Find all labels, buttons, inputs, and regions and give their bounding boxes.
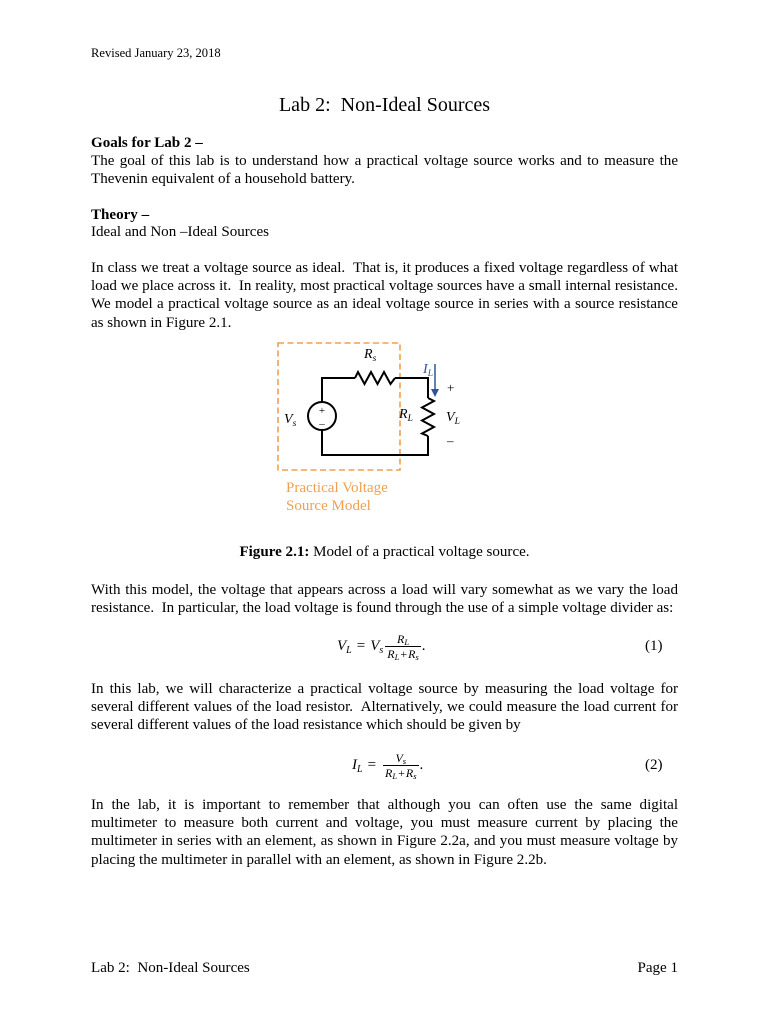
eq1-equals: = bbox=[356, 638, 366, 654]
figure-caption-text: Model of a practical voltage source. bbox=[313, 544, 530, 560]
load-resistor-subscript: L bbox=[407, 414, 413, 424]
footer-page-number: Page 1 bbox=[637, 960, 678, 976]
eq2-den-term1-symbol: R bbox=[385, 765, 393, 780]
load-resistor-symbol-text: R bbox=[399, 407, 408, 422]
load-current-arrowhead-icon bbox=[431, 389, 439, 397]
load-voltage-label bbox=[446, 410, 460, 427]
eq2-period: . bbox=[419, 757, 424, 773]
figure-caption-label: Figure 2.1: bbox=[239, 544, 310, 560]
eq2-lhs bbox=[352, 756, 363, 774]
eq2-den-term1-subscript: L bbox=[392, 770, 398, 781]
load-voltage-subscript: L bbox=[454, 417, 460, 427]
eq2-lhs-symbol: I bbox=[352, 757, 357, 773]
wire-load-return bbox=[322, 430, 428, 455]
eq1-num-symbol: R bbox=[397, 631, 405, 646]
source-voltage-symbol: V bbox=[284, 412, 293, 427]
source-voltage-label bbox=[284, 412, 297, 429]
model-label-line-1: Practical Voltage bbox=[286, 480, 388, 496]
load-current-symbol: I bbox=[423, 362, 428, 377]
eq1-lhs-symbol: V bbox=[337, 638, 347, 654]
eq1-den-term2-symbol: R bbox=[408, 646, 416, 661]
eq2-equals: = bbox=[367, 757, 377, 773]
eq2-lhs-subscript: L bbox=[357, 764, 363, 775]
eq1-den-plus: + bbox=[400, 646, 408, 661]
source-plus-sign: + bbox=[318, 405, 326, 417]
practical-source-model-label bbox=[286, 479, 416, 515]
footer-title: Lab 2: Non-Ideal Sources bbox=[91, 960, 250, 976]
source-resistor-subscript: s bbox=[372, 354, 377, 364]
eq1-den-term1-symbol: R bbox=[387, 646, 395, 661]
model-label-line-2: Source Model bbox=[286, 498, 371, 515]
page-title: Lab 2: Non-Ideal Sources bbox=[278, 94, 491, 116]
source-resistor-label bbox=[363, 347, 377, 364]
equation-1-number: (1) bbox=[645, 638, 663, 654]
measurement-paragraph: In this lab, we will characterize a practical voltage source by measuring the load voltage for several different values of the load resistor. Alternatively, we could measure the load current for several different values of the load resistance which should be given by bbox=[91, 681, 682, 734]
practical-voltage-source-circuit bbox=[260, 335, 490, 480]
eq1-den-term1-subscript: L bbox=[394, 651, 400, 662]
equation-2-number: (2) bbox=[645, 757, 663, 773]
goals-paragraph: The goal of this lab is to understand how a practical voltage source works and to measure the Thevenin equivalent of a household battery. bbox=[91, 153, 682, 188]
load-resistor-label bbox=[398, 407, 413, 424]
eq1-den-term2-subscript: s bbox=[415, 651, 419, 662]
eq1-denominator bbox=[385, 647, 421, 661]
source-resistor-symbol bbox=[355, 372, 395, 384]
theory-heading: Theory – bbox=[91, 207, 150, 223]
load-resistor-symbol bbox=[422, 398, 434, 436]
source-voltage-subscript: s bbox=[292, 419, 297, 429]
theory-paragraph: In class we treat a voltage source as ideal. That is, it produces a fixed voltage regardless of what load we place across it. In reality, most practical voltage sources have a small internal resistance. We model a practical voltage source as an ideal voltage source in series with a source resistance as shown in Figure 2.1. bbox=[91, 260, 686, 331]
goals-heading: Goals for Lab 2 – bbox=[91, 135, 203, 151]
eq1-fraction bbox=[385, 632, 421, 661]
load-current-subscript: L bbox=[427, 369, 433, 379]
figure-caption bbox=[91, 543, 678, 561]
eq1-num-subscript: L bbox=[404, 636, 410, 647]
load-voltage-plus: + bbox=[447, 380, 455, 395]
eq1-lhs-subscript: L bbox=[346, 645, 352, 656]
eq2-num-symbol: V bbox=[395, 750, 403, 765]
eq2-denominator bbox=[383, 766, 419, 780]
eq2-den-term2-symbol: R bbox=[405, 765, 414, 780]
eq2-den-term2-subscript: s bbox=[413, 770, 417, 781]
wire-source-to-rs bbox=[322, 378, 355, 402]
eq2-den-plus: + bbox=[398, 765, 405, 780]
theory-subheading: Ideal and Non –Ideal Sources bbox=[91, 224, 269, 240]
eq2-num-subscript: s bbox=[402, 755, 407, 766]
source-resistor-symbol-text: R bbox=[364, 347, 373, 362]
eq1-lhs bbox=[337, 637, 352, 655]
eq2-fraction bbox=[383, 751, 419, 780]
voltage-divider-paragraph: With this model, the voltage that appears across a load will vary somewhat as we vary the load resistance. In particular, the load voltage is found through the use of a simple voltage divider as: bbox=[91, 582, 682, 617]
load-current-label bbox=[422, 362, 433, 379]
multimeter-paragraph: In the lab, it is important to remember that although you can often use the same digital multimeter to measure both current and voltage, you must measure current by placing the multimeter in series with an element, as shown in Figure 2.2a, and you must measure voltage by placing the multimeter in parallel with an element, as shown in Figure 2.2b. bbox=[91, 797, 682, 868]
load-voltage-symbol: V bbox=[446, 410, 455, 425]
equation-2 bbox=[352, 747, 423, 783]
eq1-period: . bbox=[421, 638, 426, 654]
eq1-factor bbox=[370, 637, 383, 655]
load-voltage-minus: – bbox=[447, 433, 454, 448]
source-minus-sign: – bbox=[319, 418, 325, 430]
equation-1 bbox=[337, 628, 426, 664]
practical-source-model-outline bbox=[278, 343, 400, 470]
eq2-numerator bbox=[393, 751, 408, 765]
eq1-numerator bbox=[395, 632, 411, 646]
revision-date: Revised January 23, 2018 bbox=[91, 46, 221, 60]
eq1-factor-symbol: V bbox=[370, 638, 380, 654]
eq1-factor-subscript: s bbox=[379, 645, 384, 656]
